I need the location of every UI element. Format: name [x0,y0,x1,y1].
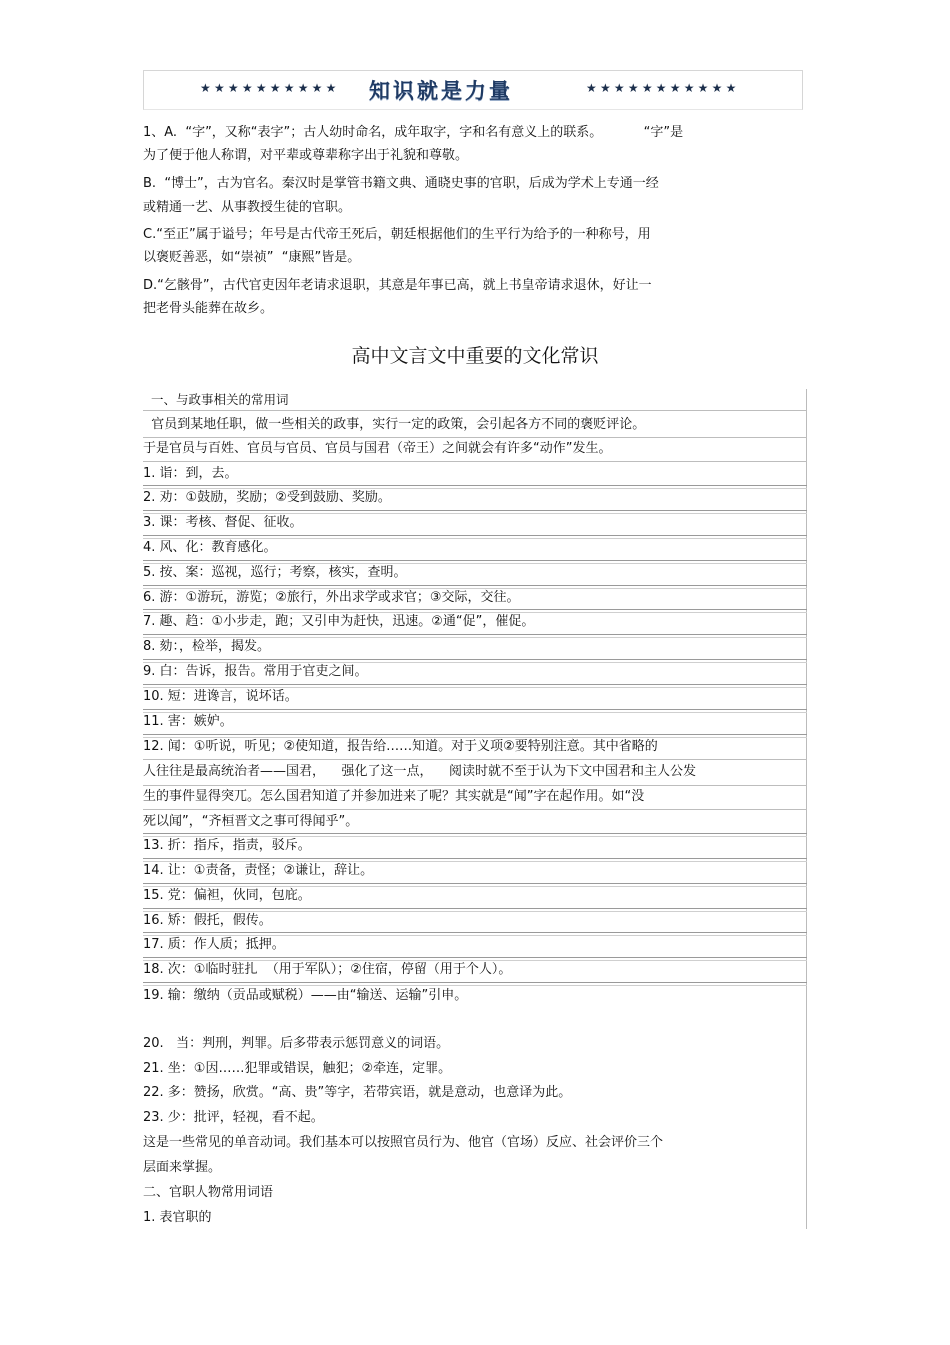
list-item: 8. 劾：，检举，揭发。 [143,639,271,654]
paragraph: 层面来掌握。 [143,1160,222,1175]
divider [143,709,807,713]
list-item: 12. 闻：①听说，听见；②使知道，报告给……知道。对于义项②要特别注意。其中省略的 [143,739,658,754]
list-item: 1. 诣：到，去。 [143,466,238,481]
intro-line-1: 1、A. “字”，又称“表字”；古人幼时命名，成年取字，字和名有意义上的联系。 “字”是 [143,125,684,140]
list-item: 18. 次：①临时驻扎 （用于军队）；②住宿，停留（用于个人）。 [143,962,512,977]
banner-stars-left: ★★★★★★★★★★ [200,81,340,95]
list-item: 6. 游：①游玩，游览；②旅行，外出求学或求官；③交际，交往。 [143,590,520,605]
list-item: 5. 按、案：巡视，巡行；考察，核实，查明。 [143,565,407,580]
list-item: 20. 当：判刑，判罪。后多带表示惩罚意义的词语。 [143,1036,450,1051]
list-item: 生的事件显得突兀。怎么国君知道了并参加进来了呢？其实就是“闻”字在起作用。如“没 [143,789,645,804]
intro-line-3: B. “博士”，古为官名。秦汉时是掌管书籍文典、通晓史事的官职，后成为学术上专通一经 [143,176,659,191]
page-title: 高中文言文中重要的文化常识 [351,345,599,367]
section-title: 一、与政事相关的常用词 [143,392,289,407]
list-item: 1. 表官职的 [143,1210,212,1225]
paragraph: 官员到某地任职，做一些相关的政事，实行一定的政策，会引起各方不同的褒贬评论。 [143,417,646,432]
divider [143,437,807,438]
divider [143,461,807,462]
intro-line-2: 为了便于他人称谓，对平辈或尊辈称字出于礼貌和尊敬。 [143,148,469,163]
paragraph: 这是一些常见的单音动词。我们基本可以按照官员行为、他官（官场）反应、社会评价三个 [143,1135,664,1150]
list-item: 人往往是最高统治者——国君， 强化了这一点， 阅读时就不至于认为下文中国君和主人公发 [143,764,697,779]
list-item: 死以闻”，“齐桓晋文之事可得闻乎”。 [143,814,359,829]
divider [143,759,807,760]
banner [143,70,803,110]
list-item: 7. 趣、趋：①小步走，跑；又引申为赶快，迅速。②通“促”，催促。 [143,614,535,629]
list-item: 19. 输：缴纳（贡品或赋税）——由“输送、运输”引申。 [143,988,468,1003]
divider [143,410,807,411]
divider [143,809,807,810]
intro-line-6: 以褒贬善恶，如“崇祯” “康熙”皆是。 [143,250,361,265]
list-item: 11. 害：嫉妒。 [143,714,233,729]
list-item: 22. 多：赞扬，欣赏。“高、贵”等字，若带宾语，就是意动，也意译为此。 [143,1085,572,1100]
list-item: 13. 折：指斥，指责，驳斥。 [143,838,311,853]
list-item: 10. 短：进谗言，说坏话。 [143,689,298,704]
divider [143,982,807,986]
list-item: 17. 质：作人质；抵押。 [143,937,285,952]
list-item: 2. 劝：①鼓励，奖励；②受到鼓励、奖励。 [143,490,391,505]
divider [143,785,807,786]
banner-title: 知识就是力量 [369,78,513,103]
list-item: 15. 党：偏袒，伙同，包庇。 [143,888,311,903]
list-item: 3. 课：考核、督促、征收。 [143,515,303,530]
list-item: 14. 让：①责备，责怪；②谦让，辞让。 [143,863,374,878]
intro-line-7: D.“乞骸骨”，古代官吏因年老请求退职，其意是年事已高，就上书皇帝请求退休，好让一 [143,278,652,293]
list-item: 4. 风、化：教育感化。 [143,540,277,555]
list-item: 21. 坐：①因……犯罪或错误，触犯；②牵连，定罪。 [143,1061,452,1076]
list-item: 16. 矫：假托，假传。 [143,913,272,928]
paragraph: 于是官员与百姓、官员与官员、官员与国君（帝王）之间就会有许多“动作”发生。 [143,441,612,456]
intro-line-5: C.“至正”属于谥号；年号是古代帝王死后，朝廷根据他们的生平行为给予的一种称号，用 [143,227,651,242]
list-item: 9. 白：告诉，报告。常用于官吏之间。 [143,664,368,679]
section-title: 二、官职人物常用词语 [143,1185,274,1200]
intro-line-4: 或精通一艺、从事教授生徒的官职。 [143,200,352,215]
banner-stars-right: ★★★★★★★★★★★ [586,81,740,95]
list-item: 23. 少：批评，轻视，看不起。 [143,1110,324,1125]
intro-line-8: 把老骨头能葬在故乡。 [143,301,274,316]
